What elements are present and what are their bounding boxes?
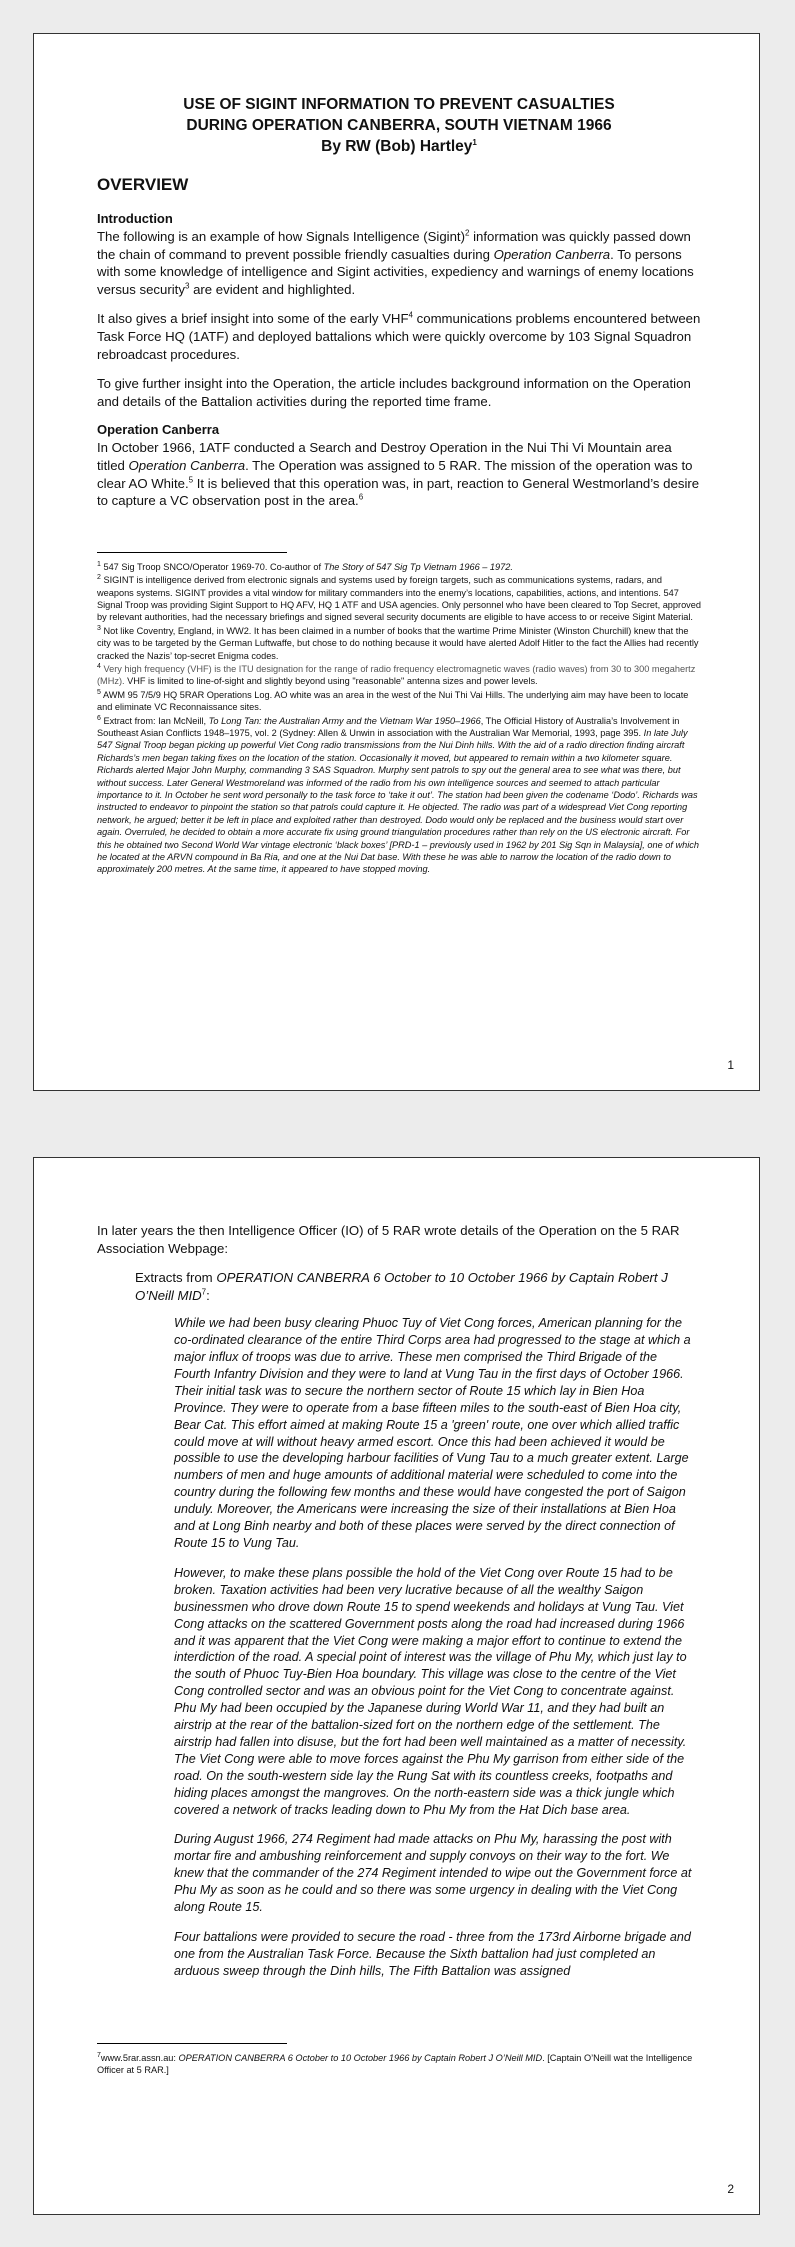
footnote-ref-1[interactable]: 1 (472, 137, 477, 147)
page-1-content (97, 94, 701, 877)
book-title: The Story of 547 Sig Tp Vietnam 1966 – 1972. (323, 561, 513, 572)
quote-paragraph-4: Four battalions were provided to secure the road - three from the 173rd Airborne brigade and one from the Australian Task Force. Because the Sixth battalion had just completed an arduous sweep through the Dinh hills, The Fifth Battalion was assigned (174, 1930, 691, 1978)
footnote-ref-2[interactable]: 2 (464, 228, 470, 238)
text-run: : (206, 1288, 210, 1304)
footnote-7 (97, 2052, 701, 2077)
text-run: VHF is limited to line-of-sight and slightly beyond using "reasonable" antenna sizes and power levels. (124, 676, 538, 687)
quoted-extract: In late July 547 Signal Troop began picking up powerful Viet Cong radio transmissions from the Nui Dinh hills. With the aid of a radio direction finding aircraft Richards’s men began taking fixes on the location of the station. Occasionally it moved, but appeared to remain within a two kilometer square. Richards alerted Major John Murphy, commanding 3 SAS Squadron. Murphy sent patrols to spy out the general area to see what was there, but without success. Later General Westmoreland was informed of the radio from his own intelligence sources and seemed to attach particular importance to it. In October he sent word personally to the task force to ‘take it out’. The station had been given the codename ‘Dodo’. Richards was instructed to endeavor to pinpoint the station so that patrols could capture it. He objected. The radio was part of a widespread Viet Cong reporting network, he argued; better it be left in place and exploited rather than destroyed. Dodo would only be replaced and the business would start over again. Overruled, he decided to obtain a more accurate fix using ground triangulation procedures rather than rely on the US electronic aircraft. For this he obtained two Second World War vintage electronic ‘black boxes’ [PRD-1 – previously used in 1962 by 201 Sig Sqn in Malaysia], one of which he located at the ARVN compound in Ba Ria, and one at the Nui Dat base. With these he was able to narrow the location of the radio down to approximately 200 metres. At the same time, it appeared to have stopped moving. (97, 728, 699, 875)
footnote-4 (97, 663, 701, 688)
footnote-ref-5[interactable]: 5 (188, 475, 194, 485)
footnote-divider (97, 552, 287, 553)
footnote-divider (97, 2043, 287, 2044)
page-2-footnotes (97, 2043, 701, 2078)
text-run: Extracts from (135, 1270, 217, 1286)
text-run: . To persons with some knowledge of intelligence and Sigint activities, expediency and warnings of enemy locations versus security (97, 246, 694, 297)
footnote-number: 5 (97, 688, 101, 696)
footnote-number: 6 (97, 714, 101, 722)
text-run: Extract from: Ian McNeill, (100, 715, 209, 726)
text-run: In October 1966, 1ATF conducted a Search and Destroy Operation in the Nui Thi Vi Mountain area titled (97, 440, 672, 473)
text-run: Not like Coventry, England, in WW2. It has been claimed in a number of books that the wartime Prime Minister (Winston Churchill) knew that the city was to be targeted by the German Luftwaffe, but chose to do nothing because it would have alerted Adolf Hitler to the fact the Allies had recently cracked the Nazis’ top-secret Enigma codes. (97, 625, 699, 661)
operation-canberra-heading: Operation Canberra (97, 422, 220, 438)
title-line-2: DURING OPERATION CANBERRA, SOUTH VIETNAM 1966 (186, 117, 612, 134)
footnote-ref-4[interactable]: 4 (408, 310, 413, 320)
text-run: SIGINT is intelligence derived from electronic signals and systems used by foreign targets, such as communications systems, radars, and weapons systems. SIGINT provides a vital window for military commanders into the enemy’s locations, capabilities, actions, and intentions. 547 Signal Troop was providing Sigint Support to HQ AFV, HQ 1 ATF and USA agencies. Only personnel who have been cleared to Top Secret, approved by relevant authorities, had the necessary briefings and signed several security documents are eligible to have access to or receive Sigint Material. (97, 575, 701, 623)
operation-name: Operation Canberra (128, 457, 246, 473)
footnote-url[interactable]: www.5rar.assn.au: (100, 2053, 179, 2063)
footnote-ref-3[interactable]: 3 (184, 281, 190, 291)
intro-paragraph-3: To give further insight into the Operation, the article includes background information on the Operation and details of the Battalion activities during the reported time frame. (97, 376, 691, 409)
footnote-number: 4 (97, 662, 101, 670)
title-line-1: USE OF SIGINT INFORMATION TO PREVENT CASUALTIES (183, 96, 615, 113)
document-page-1 (33, 33, 760, 1091)
page-number: 1 (727, 1058, 734, 1072)
footnote-5 (97, 689, 701, 714)
text-run: The following is an example of how Signals Intelligence (Sigint) (97, 229, 465, 244)
intro-paragraph-1 (97, 228, 701, 298)
introduction-heading: Introduction (97, 211, 173, 226)
text-run: are evident and highlighted. (189, 281, 356, 297)
footnote-1 (97, 561, 701, 573)
extract-heading (135, 1269, 701, 1305)
page-number: 2 (727, 2182, 734, 2196)
document-title (97, 94, 701, 157)
footnote-2 (97, 574, 701, 624)
source-title: OPERATION CANBERRA 6 October to 10 October 1966 by Captain Robert J O’Neill MID (178, 2053, 543, 2063)
book-title: To Long Tan: the Australian Army and the Vietnam War 1950–1966 (208, 715, 481, 726)
footnote-ref-7[interactable]: 7 (201, 1287, 207, 1297)
page-2-content (97, 1222, 701, 1993)
title-author: By RW (Bob) Hartley (321, 138, 473, 155)
footnote-number: 1 (97, 560, 101, 568)
quote-paragraph-1: While we had been busy clearing Phuoc Tuy of Viet Cong forces, American planning for the co-ordinated clearance of the entire Third Corps area had progressed to the stage at which a major influx of troops was due to arrive. These men comprised the Third Brigade of the Fourth Infantry Division and they were to land at Vung Tau in the first days of October 1966. Their initial task was to secure the northern sector of Route 15 which lay in Bien Hoa Province. They were to operate from a base fifteen miles to the south-east of Bien Hoa city, Bear Cat. This effort aimed at making Route 15 a 'green' route, one over which allied traffic could move at will without heavy armed escort. Once this had been achieved it would be possible to use the developing harbour facilities of Vung Tau to a much greater extent. Large numbers of men and huge amounts of additional material were scheduled to come into the country during the following few months and these would have congested the port of Saigon unduly. Moreover, the Americans were increasing the size of their installations at Bien Hoa and at Long Binh nearby and both of these places were served by the direct connection of Route 15 to Vung Tau. (174, 1316, 691, 1550)
text-run: It is believed that this operation was, in part, reaction to General Westmorland’s desire to capture a VC observation post in the area. (97, 475, 700, 509)
text-run: AWM 95 7/5/9 HQ 5RAR Operations Log. AO white was an area in the west of the Nui Thi Vai Hills. The underlying aim may have been to locate and eliminate VC Reconnaissance sites. (97, 689, 689, 713)
footnote-number: 2 (97, 574, 101, 582)
footnote-ref-6[interactable]: 6 (358, 492, 364, 502)
quote-paragraph-3: During August 1966, 274 Regiment had made attacks on Phu My, harassing the post with mortar fire and ambushing reinforcement and supply convoys on their way to the fort. We knew that the commander of the 274 Regiment intended to wipe out the Government force at Phu My as soon as he could and so there was some urgency in dealing with the Viet Cong along Route 15. (174, 1832, 692, 1915)
text-run: It also gives a brief insight into some of the early VHF (97, 311, 409, 327)
footnote-6 (97, 715, 701, 876)
text-run: . [Captain O’Neill wat the Intelligence Officer at 5 RAR.] (97, 2053, 693, 2076)
footnote-number: 7 (97, 2051, 101, 2059)
footnote-number: 3 (97, 624, 101, 632)
text-run: 547 Sig Troop SNCO/Operator 1969-70. Co-author of (100, 561, 324, 572)
text-run: communications problems encountered between Task Force HQ (1ATF) and deployed battalions which were quickly overcome by 103 Signal Squadron rebroadcast procedures. (97, 311, 701, 362)
text-run: . The Operation was assigned to 5 RAR. The mission of the operation was to clear AO White. (97, 457, 693, 491)
text-run: , The Official History of Australia’s Involvement in Southeast Asian Conflicts 1948–1975, vol. 2 (Sydney: Allen & Unwin in association with the Australian War Memorial, 1993, page 395. (97, 715, 680, 738)
operation-name: Operation Canberra (493, 246, 611, 262)
operation-paragraph (97, 439, 701, 509)
intro-paragraph-2 (97, 310, 701, 363)
quote-paragraph-2: However, to make these plans possible the hold of the Viet Cong over Route 15 had to be broken. Taxation activities had been very lucrative because of all the wealthy Saigon businessmen who drove down Route 15 to spend weekends and holidays at Vung Tau. Viet Cong attacks on the scattered Government posts along the road had increased during 1966 and it was apparent that the Viet Cong were making a major effort to continue to extend the interdiction of the road. A special point of interest was the village of Phu My, which just lay to the south of Phuoc Tuy-Bien Hoa boundary. This village was close to the centre of the Viet Cong controlled sector and was an obvious point for the Viet Cong to concentrate against. Phu My had been occupied by the Japanese during World War 11, and they had built an airstrip at the rear of the battalion-sized fort on the northern edge of the settlement. The airstrip had fallen into disuse, but the fort had been well maintained as a matter of necessity. The Viet Cong were able to move forces against the Phu My garrison from either side of the road. On the south-western side lay the Rung Sat with its countless creeks, footpaths and hiding places amongst the mangroves. On the north-eastern side was a thick jungle which covered a network of tracks leading down to Phu My from the Hat Dich base area. (174, 1565, 687, 1817)
footnote-3 (97, 625, 701, 662)
document-page-2 (33, 1157, 760, 2215)
source-title: OPERATION CANBERRA 6 October to 10 October 1966 by Captain Robert J O’Neill MID (135, 1270, 668, 1304)
text-run: information was quickly passed down the chain of command to prevent possible friendly casualties during (97, 229, 691, 262)
text-run: Very high frequency (VHF) is the ITU designation for the range of radio frequency electromagnetic waves (radio waves) from 30 to 300 megahertz (MHz). (97, 663, 696, 687)
overview-heading: OVERVIEW (97, 175, 189, 194)
page-2-intro-paragraph: In later years the then Intelligence Officer (IO) of 5 RAR wrote details of the Operation on the 5 RAR Association Webpage: (97, 1223, 680, 1256)
title-line-3 (97, 136, 701, 157)
